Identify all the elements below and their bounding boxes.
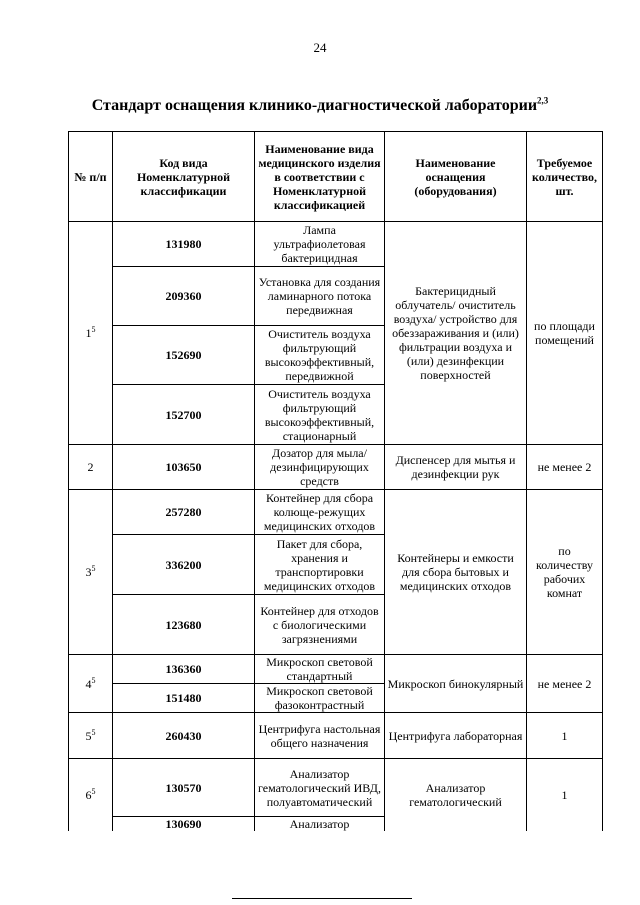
item-name: Центрифуга настольная общего назначения	[255, 713, 385, 759]
equipment-name: Бактерицидный облучатель/ очиститель воздуха/ устройство для обеззараживания и (или) фильтрации воздуха и (или) дезинфекции поверхностей	[385, 222, 527, 445]
header-code: Код вида Номенклатурной классификации	[113, 132, 255, 222]
page-title	[0, 97, 640, 115]
header-equipment: Наименование оснащения (оборудования)	[385, 132, 527, 222]
row-number: $1^5$	[69, 222, 113, 445]
item-name: Лампа ультрафиолетовая бактерицидная	[255, 222, 385, 267]
item-code: 130690	[113, 817, 255, 832]
page-bottom-rule	[232, 898, 412, 899]
required-qty: по площади помещений	[527, 222, 603, 445]
item-code: 336200	[113, 535, 255, 595]
title-text: Стандарт оснащения клинико-диагностической лаборатории	[91, 97, 538, 114]
item-code: 152690	[113, 326, 255, 385]
header-name: Наименование вида медицинского изделия в соответствии с Номенклатурной классификацией	[255, 132, 385, 222]
row-number: $5^5$	[69, 713, 113, 759]
table-row	[69, 222, 603, 267]
item-name: Микроскоп световой фазоконтрастный	[255, 684, 385, 713]
required-qty: 1	[527, 759, 603, 832]
header-qty: Требуемое количество, шт.	[527, 132, 603, 222]
table-row	[69, 759, 603, 817]
item-code: 209360	[113, 267, 255, 326]
item-code: 151480	[113, 684, 255, 713]
required-qty: не менее 2	[527, 655, 603, 713]
row-number: 2	[69, 445, 113, 490]
equipment-table	[68, 131, 603, 831]
header-num: № п/п	[69, 132, 113, 222]
required-qty: по количеству рабочих комнат	[527, 490, 603, 655]
table-row	[69, 445, 603, 490]
item-name: Очиститель воздуха фильтрующий высокоэффективный, стационарный	[255, 385, 385, 445]
row-number: $6^5$	[69, 759, 113, 832]
row-number: $4^5$	[69, 655, 113, 713]
required-qty: не менее 2	[527, 445, 603, 490]
item-name: Микроскоп световой стандартный	[255, 655, 385, 684]
item-name: Пакет для сбора, хранения и транспортировки медицинских отходов	[255, 535, 385, 595]
equipment-name: Анализатор гематологический	[385, 759, 527, 832]
item-code: 136360	[113, 655, 255, 684]
item-code: 257280	[113, 490, 255, 535]
item-code: 103650	[113, 445, 255, 490]
item-name: Анализатор	[255, 817, 385, 832]
page-number: 24	[313, 40, 327, 55]
table-row	[69, 713, 603, 759]
item-code: 152700	[113, 385, 255, 445]
item-code: 260430	[113, 713, 255, 759]
header-row	[69, 132, 603, 222]
item-name: Анализатор гематологический ИВД, полуавтоматический	[255, 759, 385, 817]
item-code: 130570	[113, 759, 255, 817]
equipment-name: Контейнеры и емкости для сбора бытовых и медицинских отходов	[385, 490, 527, 655]
item-name: Установка для создания ламинарного потока передвижная	[255, 267, 385, 326]
item-code: 123680	[113, 595, 255, 655]
required-qty: 1	[527, 713, 603, 759]
item-name: Контейнер для отходов с биологическими загрязнениями	[255, 595, 385, 655]
equipment-name: Диспенсер для мытья и дезинфекции рук	[385, 445, 527, 490]
table-row	[69, 655, 603, 684]
item-name: Контейнер для сбора колюще-режущих медицинских отходов	[255, 490, 385, 535]
item-code: 131980	[113, 222, 255, 267]
row-number: $3^5$	[69, 490, 113, 655]
item-name: Дозатор для мыла/ дезинфицирующих средств	[255, 445, 385, 490]
table-row	[69, 490, 603, 535]
title-superscript: 2,3	[537, 95, 549, 106]
item-name: Очиститель воздуха фильтрующий высокоэффективный, передвижной	[255, 326, 385, 385]
equipment-name: Микроскоп бинокулярный	[385, 655, 527, 713]
equipment-name: Центрифуга лабораторная	[385, 713, 527, 759]
